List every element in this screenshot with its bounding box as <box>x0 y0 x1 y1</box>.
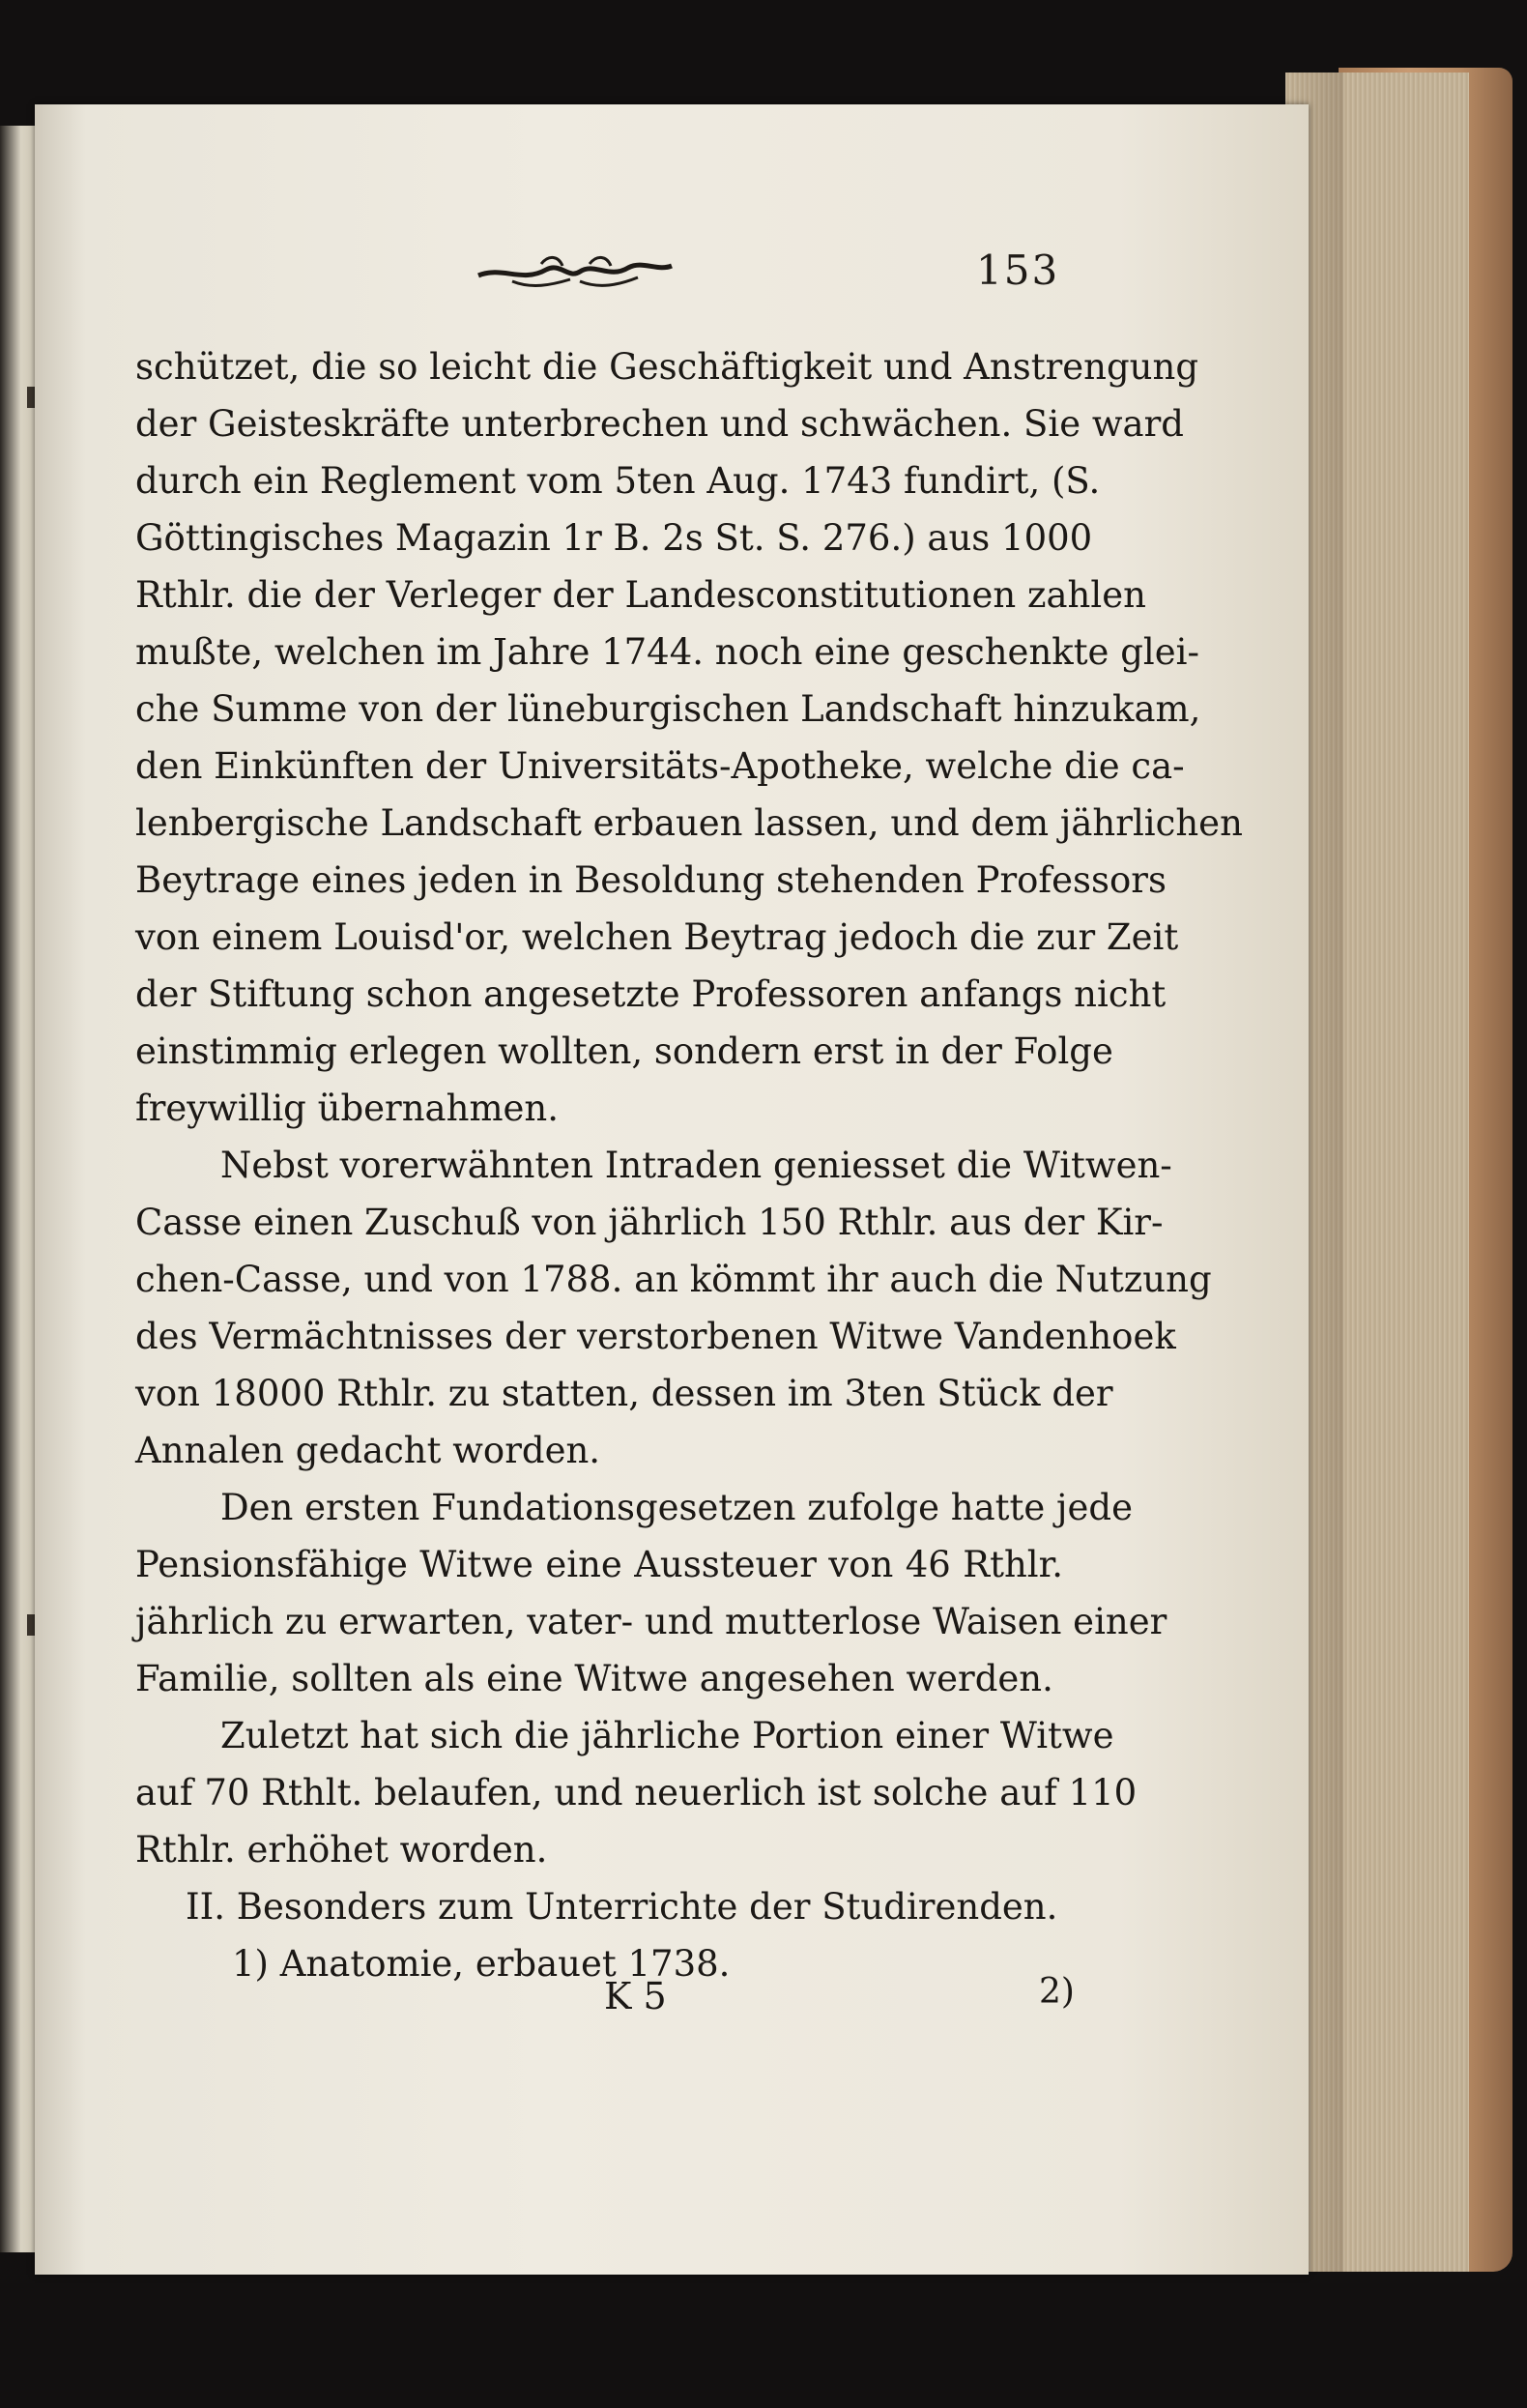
margin-mark <box>27 387 35 408</box>
text-line: Casse einen Zuschuß von jährlich 150 Rthlr. aus der Kir- <box>135 1202 1164 1243</box>
section-heading: II. Besonders zum Unterrichte der Studirenden. <box>186 1886 1058 1928</box>
text-line: che Summe von der lüneburgischen Landschaft hinzukam, <box>135 688 1201 730</box>
text-line: von 18000 Rthlr. zu statten, dessen im 3ten Stück der <box>135 1373 1113 1414</box>
text-line: Nebst vorerwähnten Intraden geniesset die Witwen- <box>220 1145 1172 1186</box>
text-line: Zuletzt hat sich die jährliche Portion einer Witwe <box>220 1715 1114 1756</box>
text-line: Annalen gedacht worden. <box>135 1430 601 1471</box>
text-line: chen-Casse, und von 1788. an kömmt ihr auch die Nutzung <box>135 1259 1212 1300</box>
text-line: freywillig übernahmen. <box>135 1088 560 1129</box>
text-line: Rthlr. die der Verleger der Landesconstitutionen zahlen <box>135 574 1146 616</box>
body-text <box>135 338 1243 1992</box>
text-line: mußte, welchen im Jahre 1744. noch eine geschenkte glei- <box>135 631 1199 673</box>
signature-mark: K 5 <box>604 1975 667 2017</box>
text-line: jährlich zu erwarten, vater- und mutterlose Waisen einer <box>135 1601 1167 1642</box>
margin-mark <box>27 1614 35 1636</box>
text-line: den Einkünften der Universitäts-Apotheke, welche die ca- <box>135 745 1185 787</box>
text-line: des Vermächtnisses der verstorbenen Witwe Vandenhoek <box>135 1316 1176 1357</box>
text-line: von einem Louisd'or, welchen Beytrag jedoch die zur Zeit <box>135 916 1179 958</box>
text-line: Den ersten Fundationsgesetzen zufolge hatte jede <box>220 1487 1133 1528</box>
text-line: der Stiftung schon angesetzte Professoren anfangs nicht <box>135 973 1167 1015</box>
ornament-icon <box>474 247 677 295</box>
page-number: 153 <box>976 247 1060 294</box>
text-line: Familie, sollten als eine Witwe angesehen werden. <box>135 1658 1053 1699</box>
text-line: Pensionsfähige Witwe eine Aussteuer von 46 Rthlr. <box>135 1544 1063 1585</box>
subsection-heading: 1) Anatomie, erbauet 1738. <box>232 1943 731 1985</box>
text-line: Rthlr. erhöhet worden. <box>135 1829 548 1871</box>
text-line: lenbergische Landschaft erbauen lassen, und dem jährlichen <box>135 802 1243 844</box>
catchword: 2) <box>1039 1972 1075 2012</box>
text-line: Beytrage eines jeden in Besoldung stehenden Professors <box>135 859 1167 901</box>
text-line: einstimmig erlegen wollten, sondern erst in der Folge <box>135 1030 1113 1072</box>
text-line: durch ein Reglement vom 5ten Aug. 1743 fundirt, (S. <box>135 460 1101 502</box>
facing-page-edge <box>0 126 35 2252</box>
text-line: schützet, die so leicht die Geschäftigkeit und Anstrengung <box>135 346 1199 388</box>
text-line: auf 70 Rthlt. belaufen, und neuerlich ist solche auf 110 <box>135 1772 1138 1813</box>
text-line: der Geisteskräfte unterbrechen und schwächen. Sie ward <box>135 403 1184 445</box>
text-line: Göttingisches Magazin 1r B. 2s St. S. 276.) aus 1000 <box>135 517 1093 559</box>
